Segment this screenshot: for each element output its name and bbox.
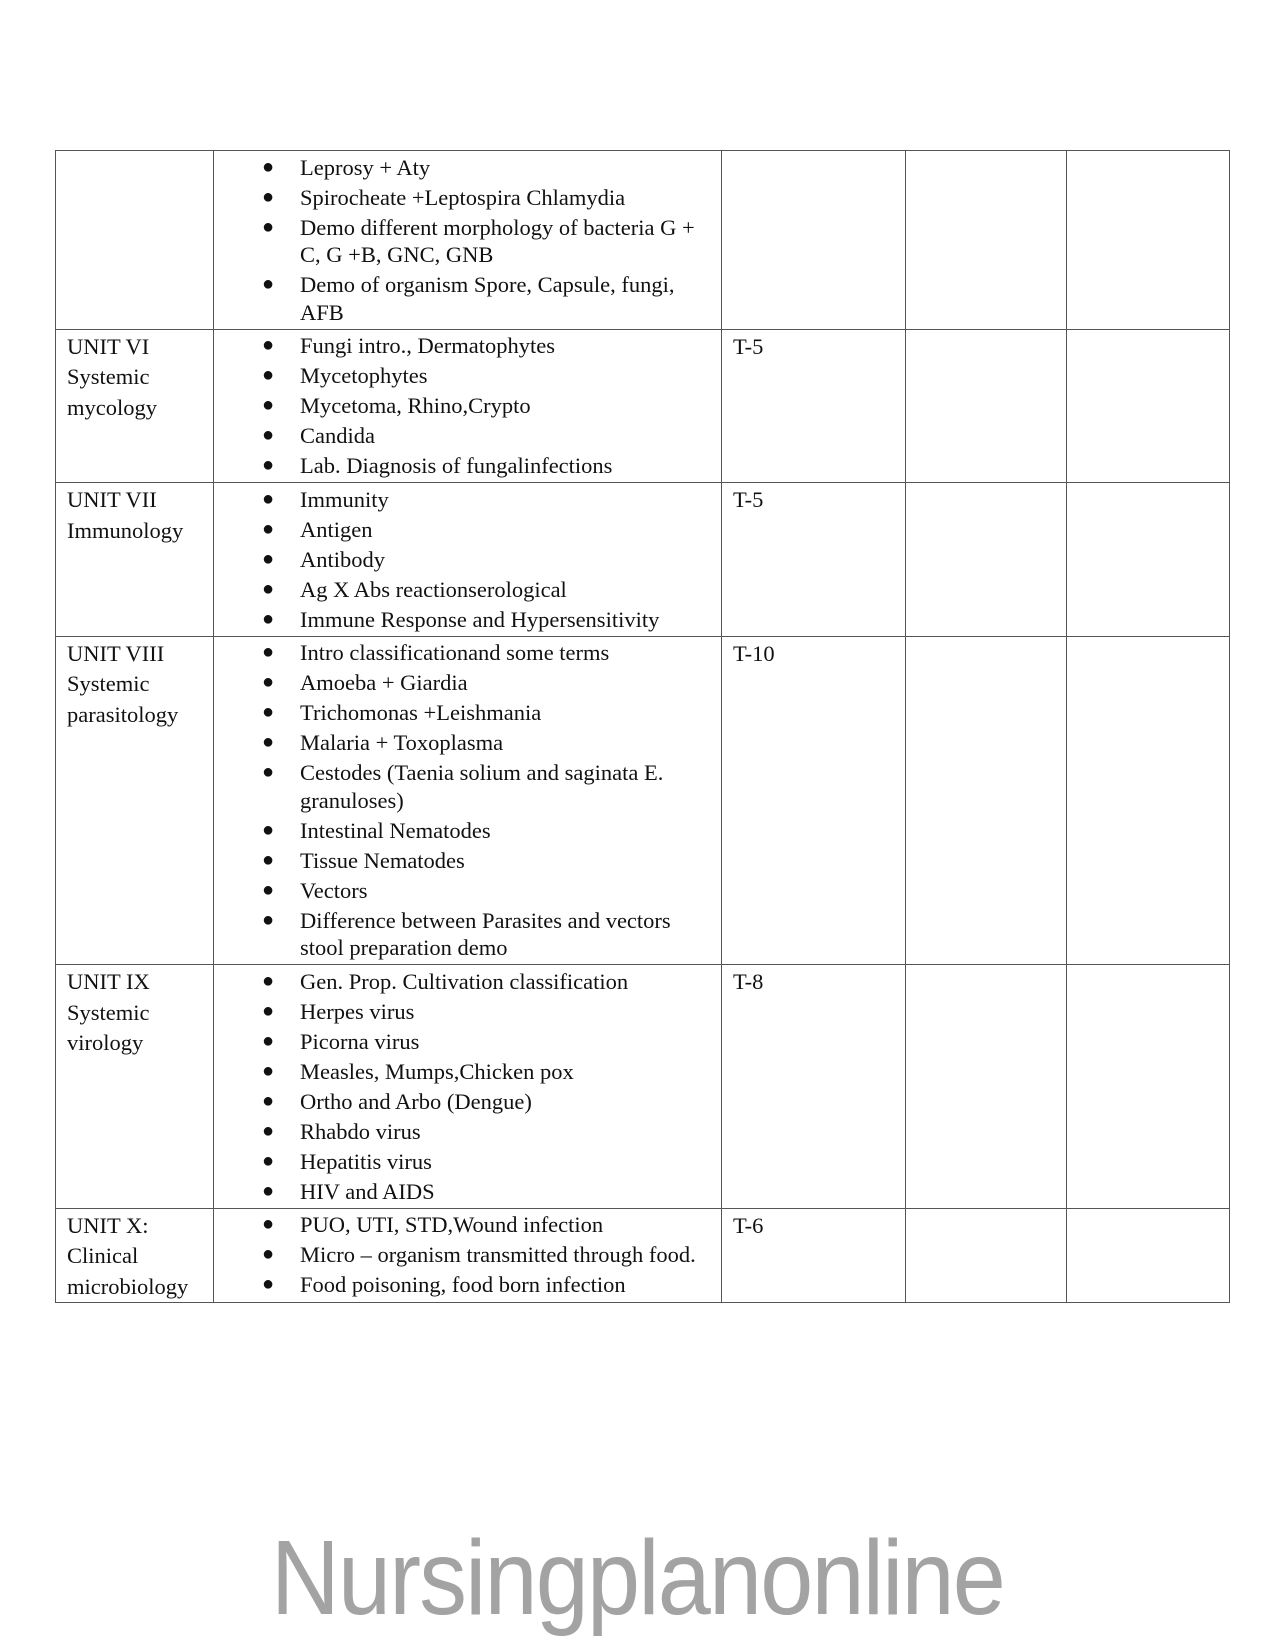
topics-cell bbox=[214, 151, 722, 330]
empty-cell bbox=[1067, 965, 1230, 1209]
topic-list-item bbox=[214, 516, 715, 544]
table-row bbox=[56, 483, 1230, 637]
topic-text: Mycetoma, Rhino,Crypto bbox=[300, 393, 531, 418]
topic-list-item bbox=[214, 699, 715, 727]
empty-cell bbox=[1067, 483, 1230, 637]
topic-text: Micro – organism transmitted through food. bbox=[300, 1242, 696, 1267]
topic-list-item bbox=[214, 639, 715, 667]
hours-cell: T-10 bbox=[722, 636, 906, 965]
topic-list bbox=[214, 968, 721, 1206]
bullet-icon: ● bbox=[262, 155, 275, 178]
table-row bbox=[56, 329, 1230, 483]
empty-cell bbox=[906, 329, 1067, 483]
topic-list-item bbox=[214, 729, 715, 757]
bullet-icon: ● bbox=[262, 731, 275, 753]
bullet-icon: ● bbox=[262, 701, 275, 723]
unit-title-line: UNIT VII bbox=[67, 487, 157, 512]
bullet-icon: ● bbox=[262, 1119, 275, 1142]
topic-list-item bbox=[214, 214, 715, 269]
unit-title-line: parasitology bbox=[67, 701, 179, 727]
bullet-icon: ● bbox=[262, 999, 275, 1022]
bullet-icon: ● bbox=[262, 424, 275, 446]
unit-title-line: mycology bbox=[67, 394, 157, 420]
topics-cell bbox=[214, 1208, 722, 1303]
unit-cell bbox=[56, 1208, 214, 1303]
unit-title-line: UNIT IX bbox=[67, 969, 150, 994]
bullet-icon: ● bbox=[262, 394, 275, 416]
bullet-icon: ● bbox=[262, 215, 275, 238]
topic-text: Measles, Mumps,Chicken pox bbox=[300, 1058, 574, 1084]
topic-text: Rhabdo virus bbox=[300, 1118, 421, 1144]
topic-list-item bbox=[214, 1028, 715, 1056]
topic-text: Leprosy + Aty bbox=[300, 154, 431, 180]
topic-list bbox=[214, 332, 721, 480]
bullet-icon: ● bbox=[262, 487, 275, 510]
topics-cell bbox=[214, 965, 722, 1209]
topic-text: Fungi intro., Dermatophytes bbox=[300, 333, 555, 358]
bullet-icon: ● bbox=[262, 334, 275, 356]
bullet-icon: ● bbox=[262, 641, 275, 663]
topic-text: Gen. Prop. Cultivation classification bbox=[300, 968, 629, 994]
empty-cell bbox=[1067, 636, 1230, 965]
topic-text: Amoeba + Giardia bbox=[300, 670, 468, 695]
topic-list-item bbox=[214, 606, 715, 634]
bullet-icon: ● bbox=[262, 185, 275, 208]
topic-text: Candida bbox=[300, 423, 375, 448]
topic-list-item bbox=[214, 486, 715, 514]
topic-text: Picorna virus bbox=[300, 1028, 420, 1054]
topic-list-item bbox=[214, 392, 715, 420]
topic-text: Herpes virus bbox=[300, 998, 415, 1024]
bullet-icon: ● bbox=[262, 517, 275, 540]
bullet-icon: ● bbox=[262, 848, 275, 871]
topic-list-item bbox=[214, 1271, 715, 1299]
unit-title-line: UNIT VI bbox=[67, 333, 150, 359]
topic-text: Vectors bbox=[300, 877, 368, 903]
topics-cell bbox=[214, 483, 722, 637]
topic-list-item bbox=[214, 1178, 715, 1206]
empty-cell bbox=[906, 151, 1067, 330]
unit-title-line: Systemic bbox=[67, 671, 150, 696]
empty-cell bbox=[1067, 151, 1230, 330]
topic-list-item bbox=[214, 184, 715, 212]
topic-list-item bbox=[214, 907, 715, 962]
bullet-icon: ● bbox=[262, 1273, 275, 1295]
bullet-icon: ● bbox=[262, 273, 275, 295]
bullet-icon: ● bbox=[262, 1089, 275, 1112]
hours-cell: T-5 bbox=[722, 483, 906, 637]
topic-list-item bbox=[214, 271, 715, 326]
bullet-icon: ● bbox=[262, 547, 275, 570]
topic-text: Hepatitis virus bbox=[300, 1148, 432, 1174]
unit-title-line: virology bbox=[67, 1030, 144, 1055]
topic-text: Difference between Parasites and vectors stool preparation demo bbox=[300, 907, 671, 960]
empty-cell bbox=[906, 1208, 1067, 1303]
unit-title-line: Clinical bbox=[67, 1243, 139, 1268]
unit-title-line: Immunology bbox=[67, 517, 184, 543]
unit-title-line: Systemic bbox=[67, 999, 150, 1025]
bullet-icon: ● bbox=[262, 878, 275, 901]
empty-cell bbox=[906, 965, 1067, 1209]
unit-title-line: microbiology bbox=[67, 1273, 189, 1299]
topic-list bbox=[214, 154, 721, 327]
topic-text: Antibody bbox=[300, 546, 386, 572]
hours-cell: T-5 bbox=[722, 329, 906, 483]
topic-list-item bbox=[214, 1118, 715, 1146]
topic-text: Ortho and Arbo (Dengue) bbox=[300, 1088, 532, 1114]
bullet-icon: ● bbox=[262, 1243, 275, 1265]
topic-text: Tissue Nematodes bbox=[300, 847, 465, 873]
bullet-icon: ● bbox=[262, 1213, 275, 1235]
syllabus-table bbox=[55, 150, 1230, 1303]
topic-list-item bbox=[214, 362, 715, 390]
bullet-icon: ● bbox=[262, 1059, 275, 1082]
bullet-icon: ● bbox=[262, 1029, 275, 1052]
bullet-icon: ● bbox=[262, 761, 275, 783]
unit-title-line: Systemic bbox=[67, 364, 150, 389]
topic-list-item bbox=[214, 332, 715, 360]
topic-list-item bbox=[214, 546, 715, 574]
unit-cell bbox=[56, 151, 214, 330]
bullet-icon: ● bbox=[262, 969, 275, 992]
topic-text: Immune Response and Hypersensitivity bbox=[300, 606, 660, 632]
unit-cell bbox=[56, 483, 214, 637]
bullet-icon: ● bbox=[262, 908, 275, 931]
topic-list bbox=[214, 639, 721, 962]
table-row bbox=[56, 965, 1230, 1209]
bullet-icon: ● bbox=[262, 671, 275, 693]
topic-list-item bbox=[214, 1241, 715, 1269]
topic-text: Trichomonas +Leishmania bbox=[300, 700, 542, 725]
topic-list-item bbox=[214, 1088, 715, 1116]
unit-cell bbox=[56, 965, 214, 1209]
topic-text: Intro classificationand some terms bbox=[300, 640, 610, 665]
unit-cell bbox=[56, 329, 214, 483]
topic-list bbox=[214, 486, 721, 634]
topic-text: Antigen bbox=[300, 516, 373, 542]
topic-text: Spirocheate +Leptospira Chlamydia bbox=[300, 184, 626, 210]
bullet-icon: ● bbox=[262, 577, 275, 600]
topic-list-item bbox=[214, 1148, 715, 1176]
topic-list bbox=[214, 1211, 721, 1299]
unit-title-line: UNIT VIII bbox=[67, 640, 165, 666]
hours-cell: T-6 bbox=[722, 1208, 906, 1303]
topic-text: PUO, UTI, STD,Wound infection bbox=[300, 1212, 604, 1237]
hours-cell: T-8 bbox=[722, 965, 906, 1209]
table-row bbox=[56, 636, 1230, 965]
bullet-icon: ● bbox=[262, 1149, 275, 1172]
bullet-icon: ● bbox=[262, 818, 275, 841]
topic-text: Malaria + Toxoplasma bbox=[300, 730, 504, 755]
hours-cell bbox=[722, 151, 906, 330]
topic-list-item bbox=[214, 422, 715, 450]
empty-cell bbox=[1067, 1208, 1230, 1303]
syllabus-table-body bbox=[56, 151, 1230, 1303]
topic-list-item bbox=[214, 154, 715, 182]
topic-list-item bbox=[214, 576, 715, 604]
topic-text: Mycetophytes bbox=[300, 363, 428, 388]
topic-list-item bbox=[214, 452, 715, 480]
topic-text: Food poisoning, food born infection bbox=[300, 1272, 626, 1297]
topic-list-item bbox=[214, 998, 715, 1026]
topic-text: HIV and AIDS bbox=[300, 1178, 435, 1204]
bullet-icon: ● bbox=[262, 607, 275, 630]
topic-list-item bbox=[214, 968, 715, 996]
table-row bbox=[56, 1208, 1230, 1303]
topic-list-item bbox=[214, 877, 715, 905]
topic-text: Intestinal Nematodes bbox=[300, 817, 491, 843]
bullet-icon: ● bbox=[262, 364, 275, 386]
topic-text: Cestodes (Taenia solium and saginata E. granuloses) bbox=[300, 760, 664, 813]
table-row bbox=[56, 151, 1230, 330]
topics-cell bbox=[214, 636, 722, 965]
topic-text: Lab. Diagnosis of fungalinfections bbox=[300, 453, 613, 478]
topic-list-item bbox=[214, 669, 715, 697]
unit-title-line: UNIT X: bbox=[67, 1212, 149, 1238]
topic-list-item bbox=[214, 759, 715, 814]
empty-cell bbox=[906, 483, 1067, 637]
topic-text: Demo different morphology of bacteria G + C, G +B, GNC, GNB bbox=[300, 214, 695, 267]
bullet-icon: ● bbox=[262, 454, 275, 476]
watermark: Nursingplanonline bbox=[270, 1519, 1005, 1637]
unit-cell bbox=[56, 636, 214, 965]
topic-list-item bbox=[214, 847, 715, 875]
topic-text: Demo of organism Spore, Capsule, fungi, AFB bbox=[300, 272, 675, 325]
topics-cell bbox=[214, 329, 722, 483]
topic-text: Immunity bbox=[300, 486, 389, 512]
bullet-icon: ● bbox=[262, 1179, 275, 1202]
empty-cell bbox=[1067, 329, 1230, 483]
topic-text: Ag X Abs reactionserological bbox=[300, 576, 567, 602]
topic-list-item bbox=[214, 1058, 715, 1086]
empty-cell bbox=[906, 636, 1067, 965]
topic-list-item bbox=[214, 817, 715, 845]
topic-list-item bbox=[214, 1211, 715, 1239]
